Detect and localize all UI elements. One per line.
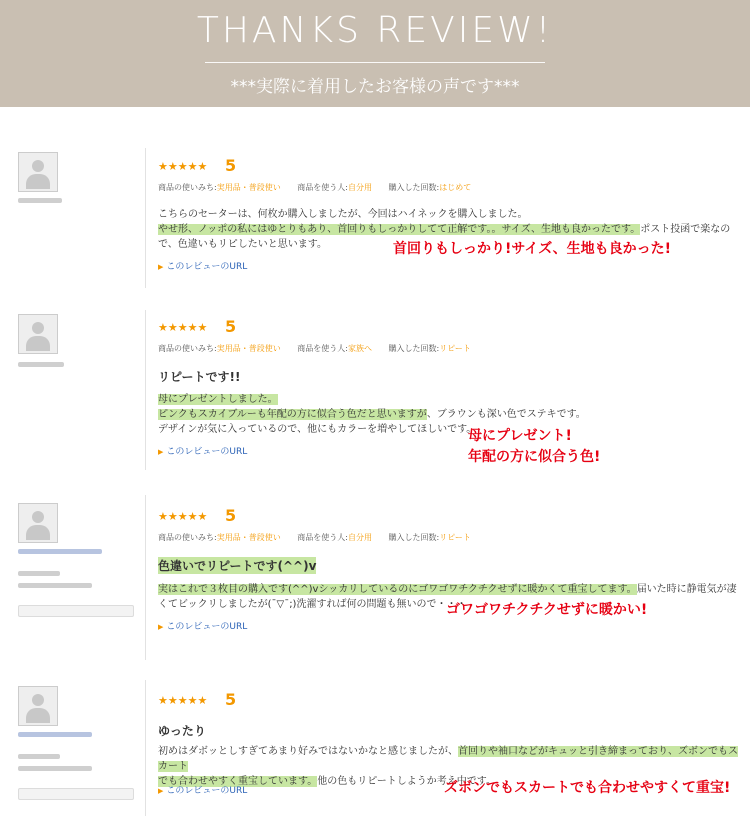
review-title: リピートです!!: [158, 370, 241, 384]
review-title: 色違いでリピートです(^^)v: [158, 559, 317, 573]
reviewer-badge-blurred: [18, 605, 134, 617]
star-rating: ★★★★★: [158, 510, 208, 523]
highlight-callout: 首回りもしっかり!サイズ、生地も良かった!: [393, 241, 672, 257]
review-url-link[interactable]: ▶ このレビューのURL: [158, 262, 248, 272]
avatar: [18, 314, 58, 354]
review-url-link[interactable]: ▶ このレビューのURL: [158, 786, 248, 796]
rating-score: 5: [225, 156, 237, 175]
page-title: THANKS REVIEW!: [196, 10, 554, 51]
reviewer-info-blurred: [18, 571, 60, 576]
highlight-callout: ゴワゴワチクチクせずに暖かい!: [446, 602, 648, 618]
page-subtitle: ***実際に着用したお客様の声です***: [230, 77, 520, 97]
review-title: ゆったり: [158, 724, 206, 738]
review-meta: 商品の使いみち:実用品・普段使い 商品を使う人:自分用 購入した回数:はじめて: [158, 183, 472, 192]
reviewer-name-blurred: [18, 732, 92, 737]
reviewer-name-blurred: [18, 362, 64, 367]
reviewer-name-blurred: [18, 549, 102, 554]
review-body: 母にプレゼントしました。 ピンクもスカイブルーも年配の方に似合う色だと思いますが、ブラウンも深い色でステキです。 デザインが気に入っているので、他にもカラーを増やしてほしいです。: [158, 394, 586, 435]
rating-score: 5: [225, 690, 237, 709]
reviewer-info-blurred: [18, 583, 92, 588]
review-body: こちらのセーターは、何枚か購入しましたが、今回はハイネックを購入しました。 やせ形、ノッポの私にはゆとりもあり、首回りもしっかりしてて正解です。。サイズ、生地も良かったです。ポスト投函で楽なので、色違いもリピしたいと思います。: [158, 209, 731, 250]
star-rating: ★★★★★: [158, 321, 208, 334]
star-rating: ★★★★★: [158, 160, 208, 173]
avatar: [18, 152, 58, 192]
review-url-link[interactable]: ▶ このレビューのURL: [158, 622, 248, 632]
header-banner: [0, 0, 750, 107]
reviewer-info-blurred: [18, 754, 60, 759]
title-divider: [205, 62, 545, 63]
reviewer-name-blurred: [18, 198, 62, 203]
highlight-callout: ズボンでもスカートでも合わせやすくて重宝!: [444, 780, 731, 796]
review-url-link[interactable]: ▶ このレビューのURL: [158, 447, 248, 457]
avatar: [18, 686, 58, 726]
review-card: [0, 680, 750, 816]
star-rating: ★★★★★: [158, 694, 208, 707]
review-body: 実はこれで３枚目の購入です(^^)vシッカリしているのにゴワゴワチクチクせずに暖かくて重宝してます。届いた時に静電気が凄くてビックリしましたが(¯▽¯;)洗濯すれば何の問題も無いので・・・: [158, 584, 737, 610]
review-card: [0, 495, 750, 665]
rating-score: 5: [225, 317, 237, 336]
column-divider: [145, 495, 146, 660]
avatar: [18, 503, 58, 543]
column-divider: [145, 148, 146, 288]
highlight-callout: 年配の方に似合う色!: [468, 449, 601, 465]
review-meta: 商品の使いみち:実用品・普段使い 商品を使う人:家族へ 購入した回数:リピート: [158, 344, 471, 353]
review-body: 初めはダボッとしすぎてあまり好みではないかなと感じましたが、首回りや袖口などがキュッと引き締まっており、ズボンでもスカート でも合わせやすく重宝しています。他の色もリピートしようか考え中です。: [158, 746, 738, 787]
review-card: [0, 310, 750, 475]
review-card: [0, 140, 750, 290]
column-divider: [145, 310, 146, 470]
reviewer-badge-blurred: [18, 788, 134, 800]
reviewer-info-blurred: [18, 766, 92, 771]
column-divider: [145, 680, 146, 816]
rating-score: 5: [225, 506, 237, 525]
review-meta: 商品の使いみち:実用品・普段使い 商品を使う人:自分用 購入した回数:リピート: [158, 533, 471, 542]
highlight-callout: 母にプレゼント!: [468, 428, 572, 444]
